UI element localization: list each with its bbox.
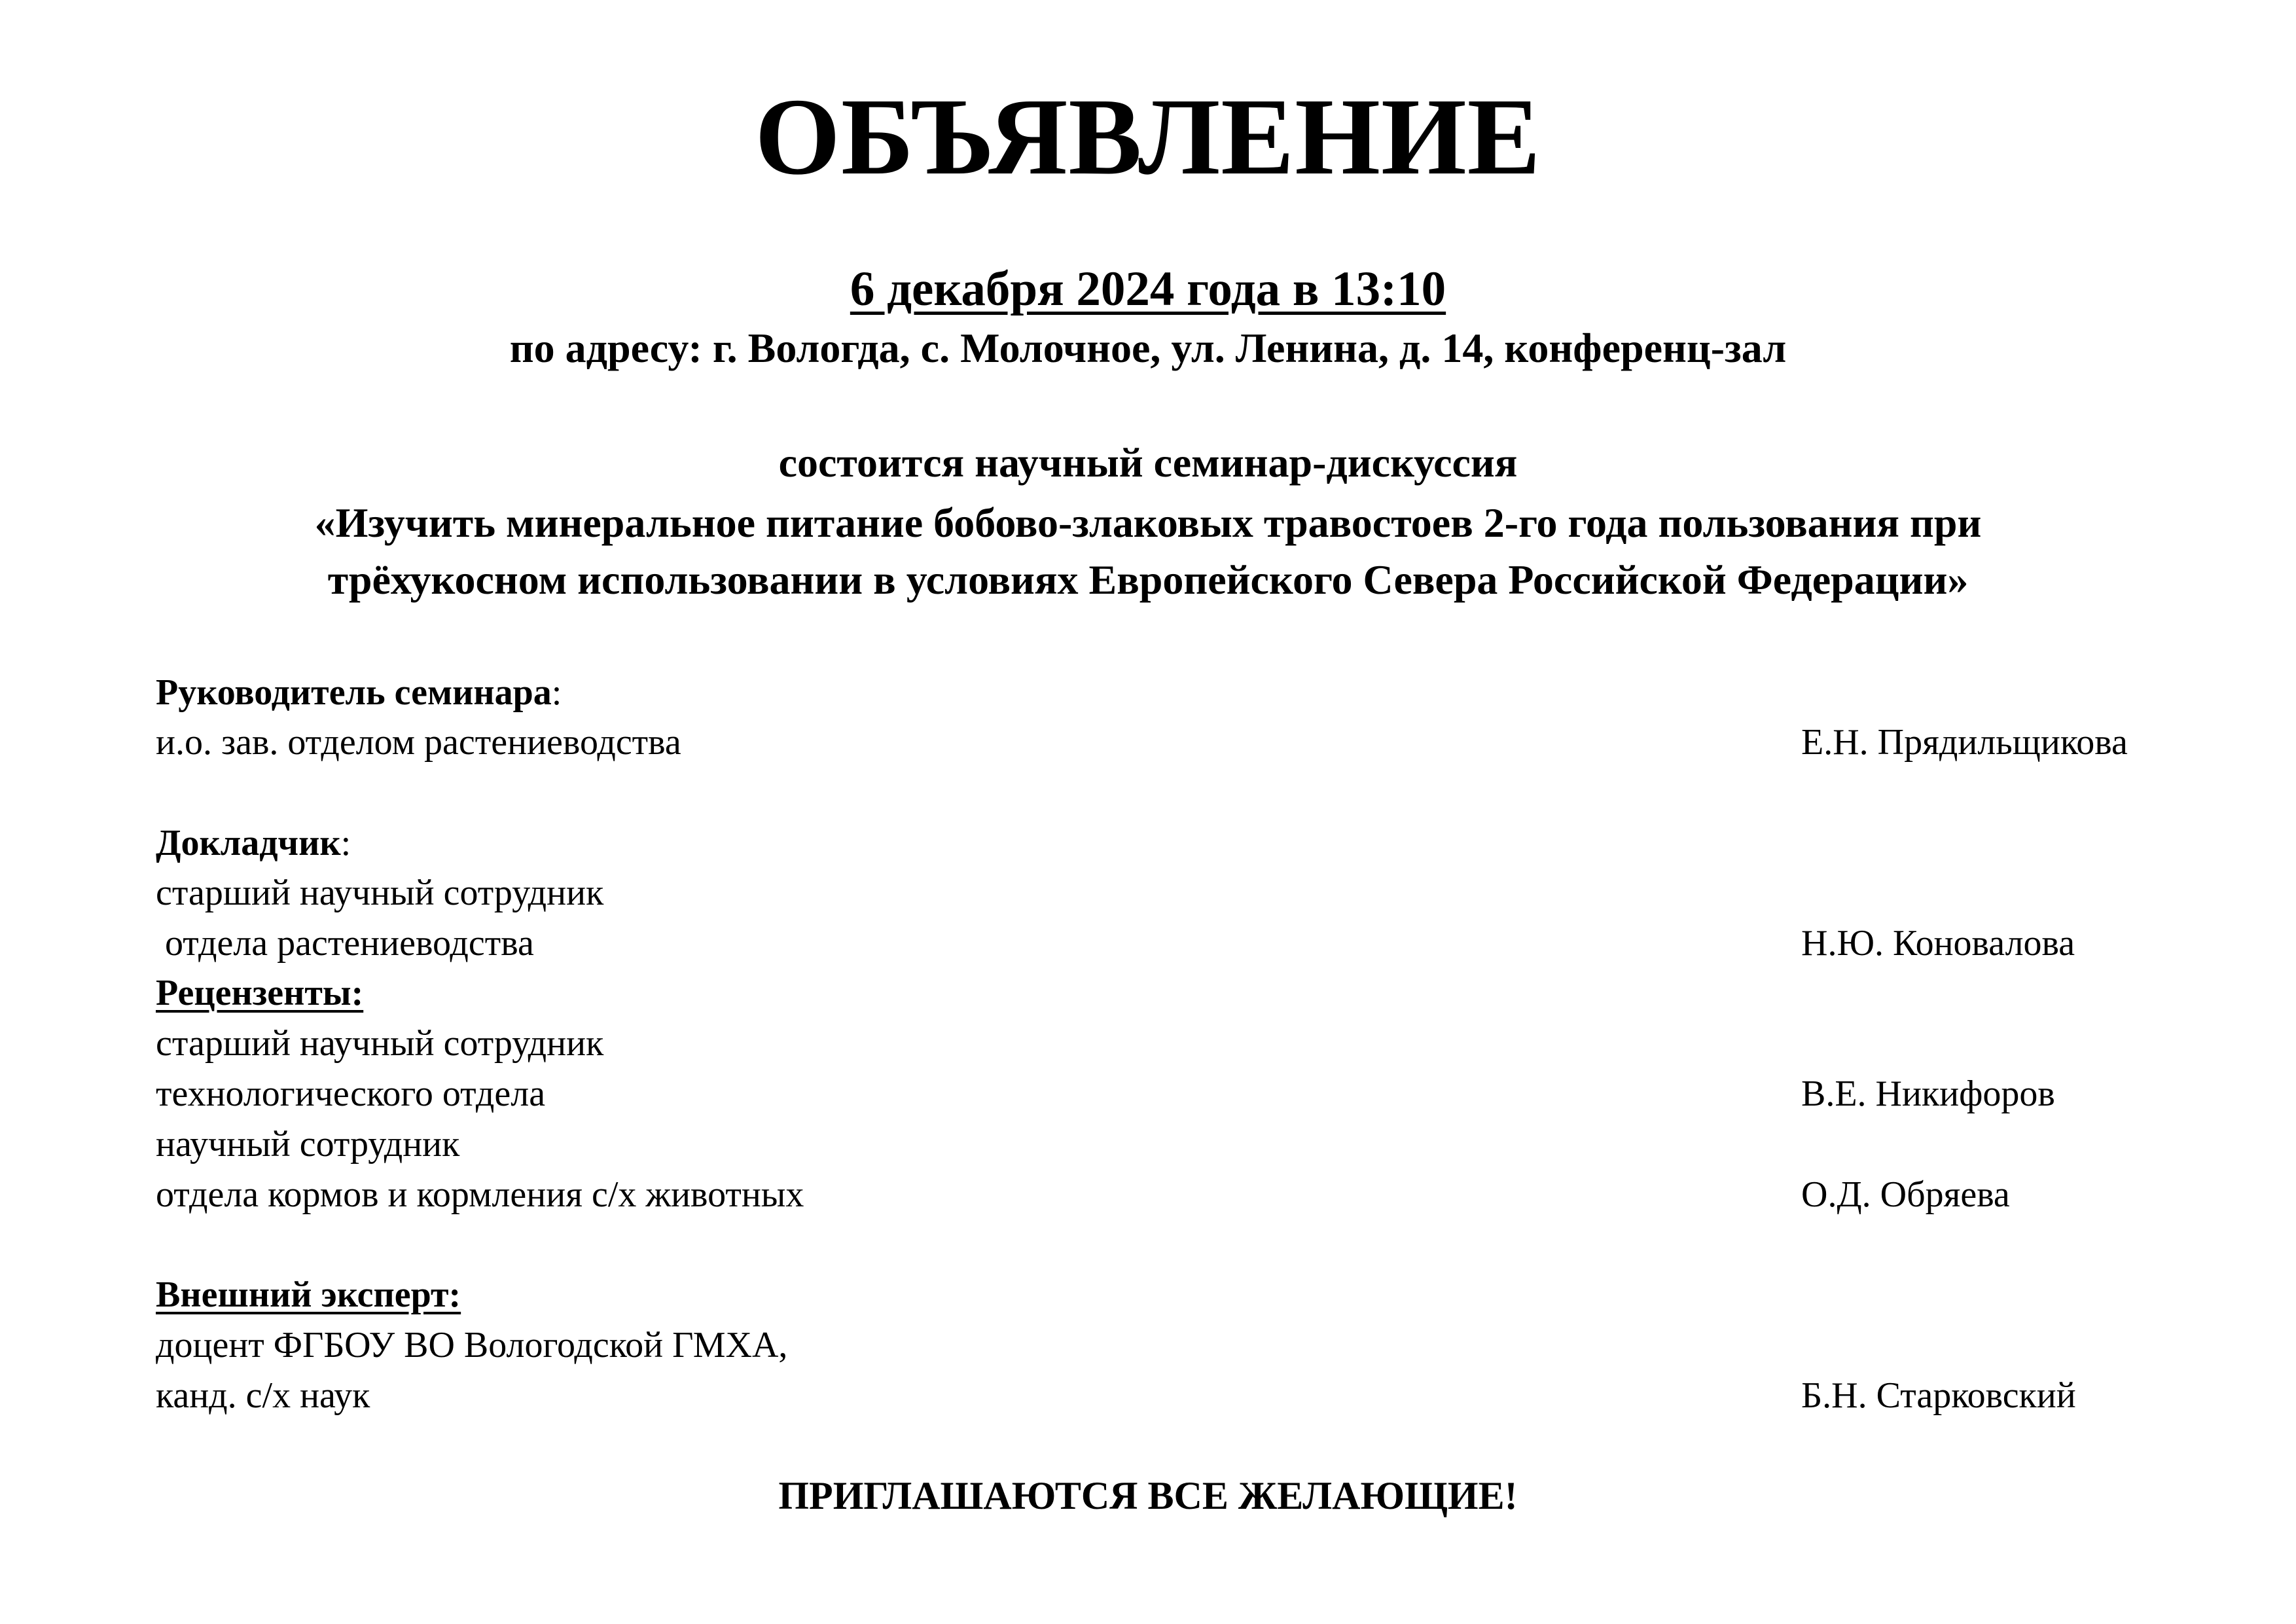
reviewer-1-position-line-1: старший научный сотрудник [156,1023,604,1064]
event-date-time [0,264,2296,314]
seminar-topic [0,494,2296,608]
event-date-time-text: 6 декабря 2024 года в 13:10 [850,262,1446,316]
speaker-heading-text: Докладчик [156,823,341,863]
reviewer-1-name: В.Е. Никифоров [1801,1074,2055,1114]
seminar-topic-line-1: «Изучить минеральное питание бобово-злаковых травостоев 2-го года пользования при [314,499,1982,546]
external-expert-position-line-1: доцент ФГБОУ ВО Вологодской ГМХА, [156,1325,788,1365]
speaker-heading [156,825,351,861]
reviewer-1-position-line-2: технологического отдела [156,1074,546,1114]
invitation-text: ПРИГЛАШАЮТСЯ ВСЕ ЖЕЛАЮЩИЕ! [778,1474,1518,1517]
reviewer-2-position-line-1: научный сотрудник [156,1124,460,1164]
speaker-name: Н.Ю. Коновалова [1801,923,2075,964]
seminar-topic-line-2: трёхукосном использовании в условиях Европейского Севера Российской Федерации» [327,556,1969,603]
reviewers-heading-text: Рецензенты: [156,973,364,1013]
reviewers-heading [156,975,363,1011]
seminar-head-heading-text: Руководитель семинара [156,672,552,713]
external-expert-heading-text: Внешний эксперт: [156,1274,461,1315]
event-intro: состоится научный семинар-дискуссия [778,439,1518,486]
seminar-head-name: Е.Н. Прядильщикова [1801,722,2128,763]
speaker-position-line-2: отдела растениеводства [156,923,534,964]
page-title: ОБЪЯВЛЕНИЕ [755,76,1541,198]
speaker-position-line-1: старший научный сотрудник [156,873,604,913]
seminar-head-heading-colon: : [551,672,562,713]
event-address: по адресу: г. Вологда, с. Молочное, ул. Ленина, д. 14, конференц-зал [509,325,1787,371]
reviewer-2-position-line-2: отдела кормов и кормления с/х животных [156,1174,804,1215]
seminar-head-heading [156,674,562,711]
seminar-head-position: и.о. зав. отделом растениеводства [156,722,681,763]
external-expert-name: Б.Н. Старковский [1801,1375,2076,1416]
external-expert-position-line-2: канд. с/х наук [156,1375,370,1416]
external-expert-heading [156,1276,461,1313]
reviewer-2-name: О.Д. Обряева [1801,1174,2010,1215]
speaker-heading-colon: : [340,823,351,863]
